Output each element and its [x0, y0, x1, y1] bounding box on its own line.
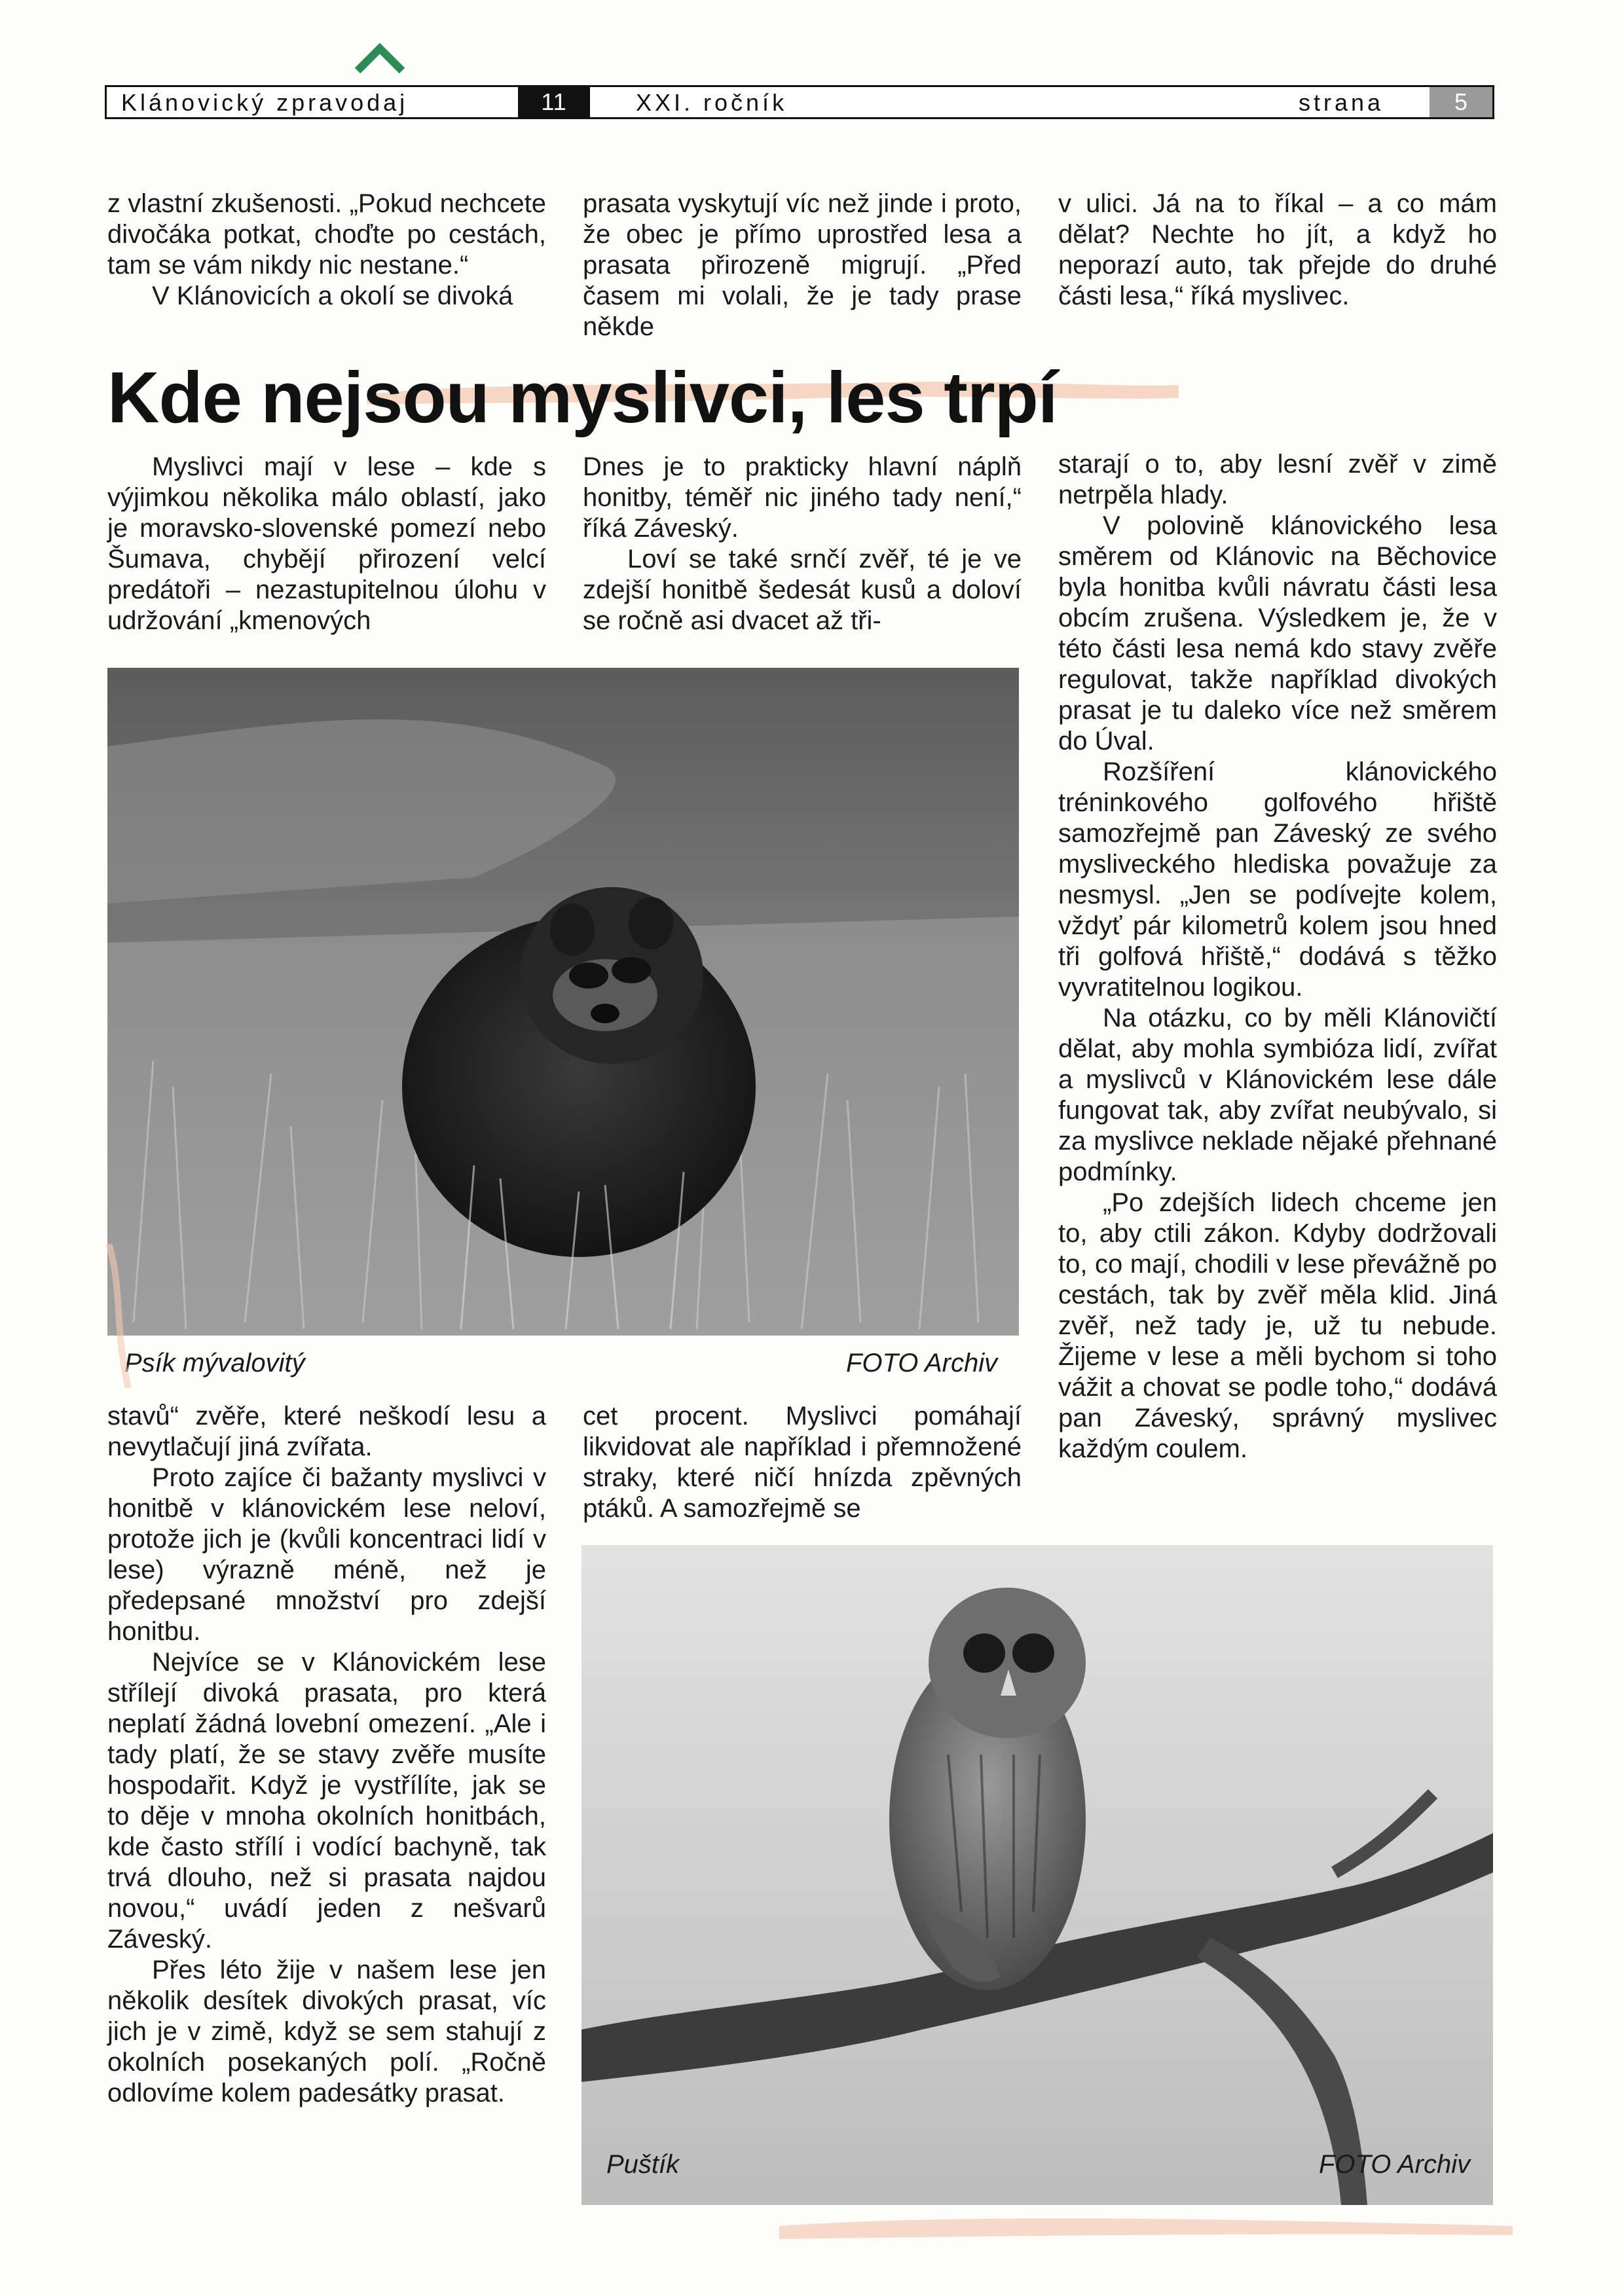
paragraph: Na otázku, co by měli Klánovičtí dělat, aby mohla symbióza lidí, zvířat a myslivců v Klánovickém lese dále fungovat tak, aby zvířat neubývalo, si za myslivce neklade nějaké přehnané podmínky. [1058, 1004, 1497, 1186]
publication-name: Klánovický zpravodaj [121, 89, 409, 116]
paragraph: Proto zajíce či bažanty myslivci v honitbě v klánovickém lese neloví, protože jich je (kvůli koncentraci lidí v lese) výrazně méně, než je předepsané množství pro zdejší honitbu. [107, 1463, 546, 1646]
photo-caption: Puštík [606, 2150, 680, 2179]
paragraph: v ulici. Já na to říkal – a co mám dělat? Nechte ho jít, a když ho neporazí auto, tak přejde do druhé části lesa,“ říká myslivec. [1058, 189, 1497, 310]
paragraph: Loví se také srnčí zvěř, té je ve zdejší honitbě šedesát kusů a doloví se ročně asi dvacet až tři- [583, 545, 1022, 635]
page-number: 5 [1430, 87, 1492, 117]
column-1-mid [107, 452, 546, 636]
paragraph: V polovině klánovického lesa směrem od Klánovic na Běchovice byla honitba kvůli návratu části lesa obcím zrušena. Výsledkem je, že v této části lesa nemá kdo stavy zvěře regulovat, takže například divokých prasat je tu daleko více než směrem do Úval. [1058, 511, 1497, 756]
column-2-top [583, 189, 1022, 342]
raccoon-dog-photo [107, 668, 1019, 1336]
column-1-bottom [107, 1401, 546, 2109]
page-label: strana [1299, 89, 1384, 116]
column-1-top [107, 189, 546, 312]
paragraph: Dnes je to prakticky hlavní náplň honitby, téměř nic jiného tady není,“ říká Záveský. [583, 452, 1022, 543]
paragraph: Myslivci mají v lese – kde s výjimkou několika málo oblastí, jako je moravsko-slovenské pomezí nebo Šumava, chybějí přirození velcí predátoři – nezastupitelnou úlohu v udržování „kmenových [107, 452, 546, 635]
column-3-top [1058, 189, 1497, 312]
photo-caption: Psík mývalovitý [124, 1349, 305, 1377]
photo-credit: FOTO Archiv [846, 1349, 998, 1377]
column-3-main [1058, 449, 1497, 1465]
paragraph: „Po zdejších lidech chceme jen to, aby ctili zákon. Kdyby dodržovali to, co mají, chodili v lese převážně po cestách, tak by zvěř měla klid. Jiná zvěř, než tady je, už tu nebude. Žijeme v lese a měli bychom si toho vážit a chovat se podle toho,“ dodává pan Záveský, správný myslivec každým coulem. [1058, 1188, 1497, 1463]
paragraph: stavů“ zvěře, které neškodí lesu a nevytlačují jiná zvířata. [107, 1402, 546, 1461]
issue-number: 11 [518, 87, 590, 117]
brush-stroke-decoration [779, 2206, 1513, 2246]
photo-credit: FOTO Archiv [1319, 2150, 1471, 2179]
paragraph: prasata vyskytují víc než jinde i proto, že obec je přímo uprostřed lesa a prasata přirozeně migrují. „Před časem mi volali, že je tady prase někde [583, 189, 1022, 341]
volume-label: XXI. ročník [636, 89, 788, 116]
paragraph: Přes léto žije v našem lese jen několik desítek divokých prasat, víc jich je v zimě, když se sem stahují z okolních posekaných polí. „Ročně odlovíme kolem padesátky prasat. [107, 1956, 546, 2107]
chevron-up-icon [352, 42, 407, 75]
owl-photo [581, 1545, 1493, 2205]
paragraph: Rozšíření klánovického tréninkového golfového hřiště samozřejmě pan Záveský ze svého mysliveckého hlediska považuje za nesmysl. „Jen se podívejte kolem, vždyť pár kilometrů kolem jsou hned tři golfová hřiště,“ dodává s těžko vyvratitelnou logikou. [1058, 757, 1497, 1002]
paragraph: z vlastní zkušenosti. „Pokud nechcete divočáka potkat, choďte po cestách, tam se vám nikdy nic nestane.“ [107, 189, 546, 280]
article-headline: Kde nejsou myslivci, les trpí [107, 357, 1058, 438]
column-2-bottom [583, 1401, 1022, 1524]
paragraph: starají o to, aby lesní zvěř v zimě netrpěla hlady. [1058, 450, 1497, 509]
paragraph: Nejvíce se v Klánovickém lese střílejí divoká prasata, pro která neplatí žádná lovební omezení. „Ale i tady platí, že se stavy zvěře musíte hospodařit. Když je vystřílíte, jak se to děje v mnoha okolních honitbách, kde často střílí i vodící bachyně, tak trvá dlouho, než si prasata najdou novou,“ uvádí jeden z nešvarů Záveský. [107, 1648, 546, 1954]
brush-stroke-decoration [102, 1244, 141, 1388]
page-header [105, 85, 1494, 119]
column-2-mid [583, 452, 1022, 636]
paragraph: cet procent. Myslivci pomáhají likvidovat ale například i přemnožené straky, které ničí hnízda zpěvných ptáků. A samozřejmě se [583, 1402, 1022, 1523]
paragraph: V Klánovicích a okolí se divoká [152, 282, 513, 310]
